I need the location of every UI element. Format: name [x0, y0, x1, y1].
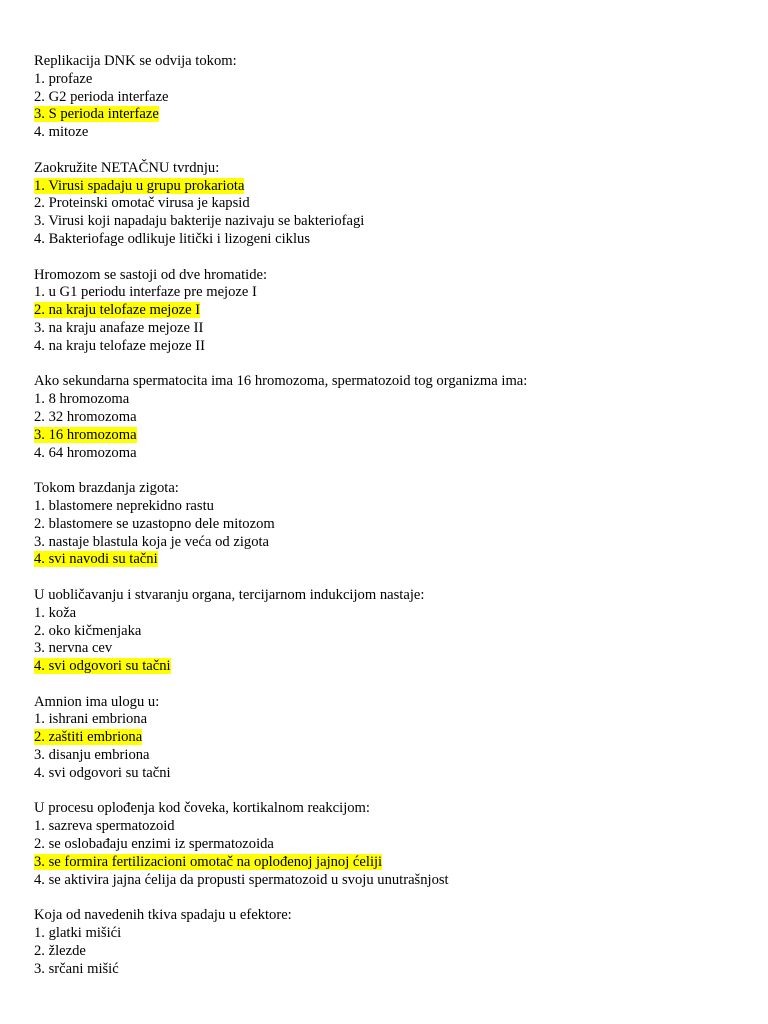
answer-option-text: 1. ishrani embriona [34, 711, 148, 728]
answer-option-highlighted [34, 854, 734, 872]
answer-option [34, 925, 734, 943]
question-prompt: Koja od navedenih tkiva spadaju u efektore: [34, 907, 292, 924]
answer-option-text: 3. 16 hromozoma [34, 426, 137, 443]
answer-option [34, 391, 734, 409]
answer-option [34, 765, 734, 783]
question-prompt: Replikacija DNK se odvija tokom: [34, 53, 237, 69]
answer-option-highlighted [34, 551, 734, 569]
answer-option-text: 3. disanju embriona [34, 747, 150, 764]
answer-option-text: 2. G2 perioda interfaze [34, 88, 169, 105]
answer-option [34, 409, 734, 427]
answer-option-text: 4. Bakteriofage odlikuje litički i lizogeni ciklus [34, 230, 310, 247]
answer-option-highlighted [34, 106, 734, 124]
answer-option-text: 3. se formira fertilizacioni omotač na oplođenoj jajnoj ćeliji [34, 853, 383, 870]
question-prompt: Amnion ima ulogu u: [34, 693, 160, 710]
answer-option [34, 961, 734, 979]
answer-option [34, 818, 734, 836]
answer-option-text: 2. 32 hromozoma [34, 408, 137, 425]
answer-option-highlighted [34, 427, 734, 445]
question-prompt: Hromozom se sastoji od dve hromatide: [34, 266, 268, 283]
answer-option [34, 498, 734, 516]
answer-option-text: 3. nervna cev [34, 640, 113, 657]
answer-option [34, 89, 734, 107]
answer-option [34, 711, 734, 729]
answer-option [34, 71, 734, 89]
answer-option [34, 213, 734, 231]
answer-option-text: 2. oko kičmenjaka [34, 622, 142, 639]
question-block [34, 373, 734, 462]
answer-option-text: 3. S perioda interfaze [34, 106, 159, 123]
answer-option-text: 3. na kraju anafaze mejoze II [34, 319, 204, 336]
question-block [34, 267, 734, 356]
answer-option-text: 3. nastaje blastula koja je veća od zigota [34, 533, 270, 550]
question-block [34, 800, 734, 889]
answer-option-text: 2. Proteinski omotač virusa je kapsid [34, 195, 250, 212]
answer-option-text: 2. na kraju telofaze mejoze I [34, 302, 201, 319]
answer-option [34, 231, 734, 249]
answer-option-text: 4. svi odgovori su tačni [34, 764, 171, 781]
answer-option [34, 605, 734, 623]
question-prompt: Zaokružite NETAČNU tvrdnju: [34, 159, 220, 176]
question-block [34, 587, 734, 676]
answer-option-text: 4. se aktivira jajna ćelija da propusti spermatozoid u svoju unutrašnjost [34, 871, 449, 888]
document-page [34, 53, 734, 996]
answer-option-text: 1. profaze [34, 70, 93, 87]
answer-option-text: 1. glatki mišići [34, 925, 122, 942]
answer-option-text: 1. Virusi spadaju u grupu prokariota [34, 177, 245, 194]
answer-option-text: 1. sazreva spermatozoid [34, 818, 175, 835]
question-prompt: Tokom brazdanja zigota: [34, 480, 179, 497]
answer-option-text: 3. srčani mišić [34, 960, 119, 977]
answer-option-text: 4. svi navodi su tačni [34, 551, 158, 568]
answer-option-highlighted [34, 729, 734, 747]
answer-option-highlighted [34, 178, 734, 196]
answer-option-text: 1. u G1 periodu interfaze pre mejoze I [34, 284, 257, 301]
answer-option-text: 1. blastomere neprekidno rastu [34, 497, 214, 514]
answer-option [34, 534, 734, 552]
answer-option [34, 284, 734, 302]
answer-option-text: 2. zaštiti embriona [34, 729, 143, 746]
question-block [34, 480, 734, 569]
question-prompt: U procesu oplođenja kod čoveka, kortikalnom reakcijom: [34, 800, 370, 817]
answer-option-highlighted [34, 302, 734, 320]
answer-option [34, 623, 734, 641]
answer-option [34, 872, 734, 890]
answer-option-text: 2. blastomere se uzastopno dele mitozom [34, 515, 275, 532]
question-prompt: Ako sekundarna spermatocita ima 16 hromozoma, spermatozoid tog organizma ima: [34, 373, 528, 390]
answer-option [34, 338, 734, 356]
answer-option [34, 640, 734, 658]
answer-option-text: 2. žlezde [34, 942, 86, 959]
question-block [34, 160, 734, 249]
answer-option [34, 836, 734, 854]
answer-option [34, 445, 734, 463]
answer-option [34, 516, 734, 534]
question-block [34, 694, 734, 783]
question-block [34, 53, 734, 142]
answer-option-text: 4. svi odgovori su tačni [34, 658, 171, 675]
question-prompt: U uobličavanju i stvaranju organa, tercijarnom indukcijom nastaje: [34, 586, 425, 603]
answer-option-text: 2. se oslobađaju enzimi iz spermatozoida [34, 836, 274, 853]
answer-option-text: 3. Virusi koji napadaju bakterije nazivaju se bakteriofagi [34, 213, 365, 230]
answer-option-text: 1. koža [34, 604, 77, 621]
answer-option [34, 124, 734, 142]
answer-option-text: 4. na kraju telofaze mejoze II [34, 337, 205, 354]
answer-option [34, 195, 734, 213]
answer-option [34, 747, 734, 765]
answer-option [34, 320, 734, 338]
answer-option-text: 4. 64 hromozoma [34, 444, 137, 461]
answer-option-highlighted [34, 658, 734, 676]
answer-option-text: 4. mitoze [34, 124, 89, 141]
question-block [34, 907, 734, 978]
answer-option-text: 1. 8 hromozoma [34, 391, 130, 408]
answer-option [34, 943, 734, 961]
